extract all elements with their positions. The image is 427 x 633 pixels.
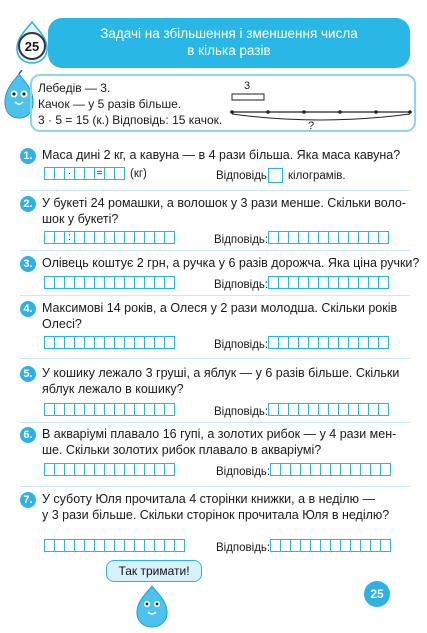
task5-text-line1: У кошику лежало 3 груші, а яблук — у 6 разів більше. Скільки bbox=[42, 366, 400, 380]
header-title-line2: в кілька разів bbox=[187, 43, 271, 58]
divider bbox=[20, 358, 410, 359]
keep-it-up-button[interactable]: Так тримати! bbox=[106, 560, 202, 582]
header-title-line1: Задачі на збільшення і зменшення числа bbox=[100, 26, 358, 41]
task-number: 6. bbox=[20, 427, 36, 443]
example-line3: 3 · 5 = 15 (к.) Відповідь: 15 качок. bbox=[38, 113, 223, 127]
page-number: 25 bbox=[364, 581, 390, 607]
solution-boxes[interactable] bbox=[44, 336, 174, 349]
scheme-bottom-label: ? bbox=[308, 120, 315, 132]
answer-boxes[interactable] bbox=[270, 463, 390, 476]
answer-boxes[interactable] bbox=[268, 276, 388, 289]
task6-text-line2: ше. Скільки золотих рибок плавало в акваріумі? bbox=[42, 443, 322, 457]
task-number: 5. bbox=[20, 366, 36, 382]
answer-label: Відповідь: bbox=[214, 279, 269, 291]
unit-label: (кг) bbox=[130, 167, 147, 180]
answer-boxes[interactable] bbox=[268, 336, 388, 349]
divider bbox=[20, 422, 410, 423]
task-number: 7. bbox=[20, 492, 36, 508]
task-number: 1. bbox=[20, 148, 36, 164]
answer-label: Відповідь: bbox=[214, 339, 269, 351]
solution-boxes[interactable] bbox=[44, 403, 174, 416]
answer-boxes[interactable] bbox=[268, 231, 388, 244]
task1-text: Маса дині 2 кг, а кавуна — в 4 рази більша. Яка маса кавуна? bbox=[42, 148, 401, 162]
solution-boxes[interactable]: : bbox=[44, 231, 174, 244]
answer-label: Відповідь: bbox=[216, 542, 271, 554]
answer-boxes[interactable] bbox=[268, 403, 388, 416]
divider bbox=[20, 190, 410, 191]
answer-label: Відповідь: bbox=[214, 234, 269, 246]
task6-text-line1: В акваріумі плавало 16 гупі, а золотих рибок — у 4 рази мен- bbox=[42, 427, 397, 441]
pear-badge bbox=[14, 20, 50, 64]
task4-text-line2: Олесі? bbox=[42, 317, 82, 331]
scheme-top-label: 3 bbox=[244, 80, 251, 92]
task7-text-line2: у 3 рази більше. Скільки сторінок прочитала Юля в неділю? bbox=[42, 508, 390, 522]
task2-text-line1: У букеті 24 ромашки, а волошок у 3 рази менше. Скільки воло- bbox=[42, 196, 407, 210]
answer-unit: кілограмів. bbox=[288, 170, 346, 182]
divider bbox=[20, 250, 410, 251]
task1-equation bbox=[44, 167, 147, 180]
task4-text-line1: Максимові 14 років, а Олеся у 2 рази молодша. Скільки років bbox=[42, 301, 398, 315]
answer-boxes[interactable]: · = bbox=[44, 167, 124, 180]
example-scheme bbox=[230, 82, 412, 128]
section-header bbox=[48, 18, 410, 68]
solution-boxes[interactable] bbox=[44, 463, 174, 476]
example-box bbox=[30, 74, 416, 132]
mascot-bottom bbox=[134, 584, 170, 628]
divider bbox=[20, 295, 410, 296]
answer-boxes[interactable] bbox=[270, 539, 390, 552]
example-line2: Качок — у 5 разів більше. bbox=[38, 97, 182, 111]
task7-text-line1: У суботу Юля прочитала 4 сторінки книжки, а в неділю — bbox=[42, 492, 375, 506]
answer-label: Відповідь: bbox=[214, 406, 269, 418]
divider bbox=[20, 486, 410, 487]
answer-label: Відповідь: bbox=[216, 466, 271, 478]
task2-text-line2: шок у букеті? bbox=[42, 212, 119, 226]
example-line1: Лебедів — 3. bbox=[38, 81, 111, 95]
solution-boxes[interactable] bbox=[44, 276, 174, 289]
task-number: 4. bbox=[20, 301, 36, 317]
task5-text-line2: яблук лежало в кошику? bbox=[42, 382, 184, 396]
answer-box[interactable] bbox=[268, 168, 283, 183]
pear-mascot-bottom-icon bbox=[134, 584, 170, 628]
task-number: 2. bbox=[20, 196, 36, 212]
answer-label: Відповідь: bbox=[216, 170, 271, 182]
solution-boxes[interactable] bbox=[44, 539, 184, 552]
task3-text: Олівець коштує 2 грн, а ручка у 6 разів дорожча. Яка ціна ручки? bbox=[42, 256, 420, 270]
task-number: 3. bbox=[20, 256, 36, 272]
page-badge: 25 bbox=[18, 32, 46, 60]
